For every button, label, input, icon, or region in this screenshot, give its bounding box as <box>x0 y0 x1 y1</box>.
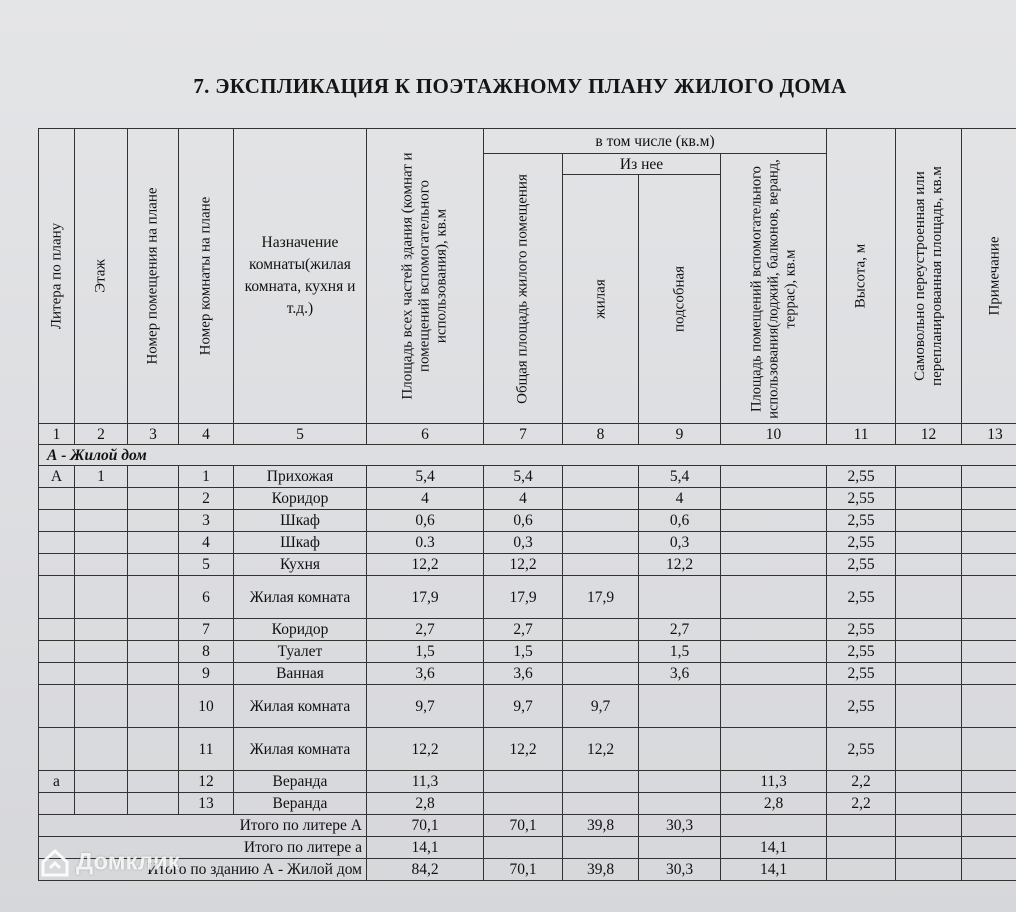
total-auxiliary-area: 14,1 <box>721 859 827 881</box>
cell-total-area: 4 <box>367 488 484 510</box>
cell-auxiliary-area: 11,3 <box>721 771 827 793</box>
cell-room-name: Кухня <box>234 554 367 576</box>
cell-note <box>962 532 1016 554</box>
header-utility: подсобная <box>639 175 721 424</box>
cell-living-area <box>563 793 639 815</box>
column-number-row <box>39 424 1016 445</box>
header-unauthorized-area: Самовольно переустроенная или перепланированная площадь, кв.м <box>896 129 962 424</box>
column-number-12: 12 <box>896 424 962 445</box>
section-row <box>39 445 1016 466</box>
cell-height: 2,2 <box>827 793 896 815</box>
cell-auxiliary-area: 2,8 <box>721 793 827 815</box>
cell-litera <box>39 488 75 510</box>
column-number-3: 3 <box>128 424 179 445</box>
cell-litera <box>39 619 75 641</box>
cell-general-area: 9,7 <box>484 685 563 728</box>
cell-general-area: 0,3 <box>484 532 563 554</box>
table-row <box>39 554 1016 576</box>
cell-floor <box>75 510 128 532</box>
cell-unauthorized <box>896 532 962 554</box>
cell-general-area: 12,2 <box>484 728 563 771</box>
table-row <box>39 793 1016 815</box>
cell-total-area: 0,6 <box>367 510 484 532</box>
cell-note <box>962 488 1016 510</box>
cell-height: 2,55 <box>827 685 896 728</box>
cell-height: 2,55 <box>827 466 896 488</box>
column-number-6: 6 <box>367 424 484 445</box>
cell-room-name: Веранда <box>234 793 367 815</box>
cell-room-number: 8 <box>179 641 234 663</box>
cell-note <box>962 510 1016 532</box>
cell-room-name: Шкаф <box>234 510 367 532</box>
cell-unauthorized <box>896 466 962 488</box>
cell-room-name: Туалет <box>234 641 367 663</box>
cell-room-name: Жилая комната <box>234 685 367 728</box>
cell-unauthorized <box>896 619 962 641</box>
cell-utility-area: 12,2 <box>639 554 721 576</box>
house-logo-icon <box>40 848 70 878</box>
header-room-purpose: Назначение комнаты(жилая комната, кухня и т.д.) <box>234 129 367 424</box>
cell-height: 2,55 <box>827 554 896 576</box>
cell-room-name: Веранда <box>234 771 367 793</box>
cell-premise <box>128 576 179 619</box>
total-row <box>39 815 1016 837</box>
cell-height: 2,55 <box>827 532 896 554</box>
total-area: 84,2 <box>367 859 484 881</box>
total-area: 14,1 <box>367 837 484 859</box>
cell-utility-area <box>639 771 721 793</box>
cell-height: 2,55 <box>827 488 896 510</box>
cell-note <box>962 641 1016 663</box>
cell-floor <box>75 619 128 641</box>
cell-auxiliary-area <box>721 466 827 488</box>
cell-floor <box>75 488 128 510</box>
cell-auxiliary-area <box>721 641 827 663</box>
cell-note <box>962 554 1016 576</box>
cell-floor <box>75 576 128 619</box>
cell-premise <box>128 554 179 576</box>
header-auxiliary-area: Площадь помещений вспомогательного использования(лоджий, балконов, веранд, террас), кв.м <box>721 154 827 424</box>
cell-unauthorized <box>896 771 962 793</box>
header-total-area: Площадь всех частей здания (комнат и помещений вспомогательного использования), кв.м <box>367 129 484 424</box>
cell-height: 2,55 <box>827 576 896 619</box>
cell-utility-area: 1,5 <box>639 641 721 663</box>
total-height <box>827 859 896 881</box>
column-number-1: 1 <box>39 424 75 445</box>
table-row <box>39 619 1016 641</box>
cell-auxiliary-area <box>721 488 827 510</box>
cell-floor <box>75 685 128 728</box>
cell-litera <box>39 663 75 685</box>
cell-height: 2,2 <box>827 771 896 793</box>
total-row <box>39 859 1016 881</box>
table-row <box>39 576 1016 619</box>
cell-room-number: 2 <box>179 488 234 510</box>
total-general-area: 70,1 <box>484 859 563 881</box>
cell-litera <box>39 793 75 815</box>
cell-utility-area: 0,3 <box>639 532 721 554</box>
total-general-area <box>484 837 563 859</box>
table-row <box>39 685 1016 728</box>
cell-unauthorized <box>896 728 962 771</box>
total-general-area: 70,1 <box>484 815 563 837</box>
column-number-4: 4 <box>179 424 234 445</box>
cell-litera: а <box>39 771 75 793</box>
cell-general-area: 1,5 <box>484 641 563 663</box>
cell-room-number: 13 <box>179 793 234 815</box>
cell-note <box>962 619 1016 641</box>
cell-auxiliary-area <box>721 685 827 728</box>
cell-total-area: 2,7 <box>367 619 484 641</box>
cell-general-area: 17,9 <box>484 576 563 619</box>
table-row <box>39 488 1016 510</box>
cell-general-area: 0,6 <box>484 510 563 532</box>
cell-living-area <box>563 532 639 554</box>
cell-floor <box>75 641 128 663</box>
cell-living-area <box>563 510 639 532</box>
cell-general-area: 5,4 <box>484 466 563 488</box>
cell-room-number: 7 <box>179 619 234 641</box>
cell-premise <box>128 510 179 532</box>
cell-living-area <box>563 466 639 488</box>
cell-note <box>962 466 1016 488</box>
table-row <box>39 663 1016 685</box>
cell-floor: 1 <box>75 466 128 488</box>
cell-floor <box>75 771 128 793</box>
cell-room-number: 4 <box>179 532 234 554</box>
cell-living-area <box>563 771 639 793</box>
cell-premise <box>128 641 179 663</box>
table-row <box>39 532 1016 554</box>
cell-height: 2,55 <box>827 641 896 663</box>
cell-room-number: 9 <box>179 663 234 685</box>
cell-auxiliary-area <box>721 554 827 576</box>
cell-living-area <box>563 554 639 576</box>
header-litera: Литера по плану <box>39 129 75 424</box>
total-utility-area: 30,3 <box>639 815 721 837</box>
cell-utility-area: 3,6 <box>639 663 721 685</box>
watermark: Домклик <box>40 848 180 878</box>
column-number-9: 9 <box>639 424 721 445</box>
total-auxiliary-area <box>721 815 827 837</box>
cell-living-area <box>563 619 639 641</box>
cell-height: 2,55 <box>827 510 896 532</box>
cell-premise <box>128 663 179 685</box>
column-number-2: 2 <box>75 424 128 445</box>
cell-floor <box>75 728 128 771</box>
cell-litera: А <box>39 466 75 488</box>
cell-room-number: 1 <box>179 466 234 488</box>
cell-room-number: 5 <box>179 554 234 576</box>
cell-living-area: 12,2 <box>563 728 639 771</box>
total-living-area <box>563 837 639 859</box>
cell-general-area: 2,7 <box>484 619 563 641</box>
cell-total-area: 0.3 <box>367 532 484 554</box>
total-row <box>39 837 1016 859</box>
cell-premise <box>128 793 179 815</box>
header-general-area: Общая площадь жилого помещения <box>484 154 563 424</box>
column-number-11: 11 <box>827 424 896 445</box>
cell-unauthorized <box>896 793 962 815</box>
total-living-area: 39,8 <box>563 815 639 837</box>
column-number-13: 13 <box>962 424 1016 445</box>
cell-note <box>962 728 1016 771</box>
table-row <box>39 641 1016 663</box>
total-unauthorized <box>896 837 962 859</box>
cell-total-area: 12,2 <box>367 728 484 771</box>
total-utility-area <box>639 837 721 859</box>
cell-litera <box>39 685 75 728</box>
cell-auxiliary-area <box>721 510 827 532</box>
cell-general-area <box>484 793 563 815</box>
cell-total-area: 5,4 <box>367 466 484 488</box>
table-row <box>39 466 1016 488</box>
table-row <box>39 510 1016 532</box>
cell-general-area: 3,6 <box>484 663 563 685</box>
cell-floor <box>75 532 128 554</box>
cell-auxiliary-area <box>721 576 827 619</box>
cell-total-area: 2,8 <box>367 793 484 815</box>
cell-room-name: Коридор <box>234 488 367 510</box>
total-unauthorized <box>896 859 962 881</box>
header-note: Примечание <box>962 129 1016 424</box>
header-subgroup: Из нее <box>563 154 721 175</box>
table-row <box>39 771 1016 793</box>
cell-general-area <box>484 771 563 793</box>
cell-note <box>962 663 1016 685</box>
cell-total-area: 11,3 <box>367 771 484 793</box>
cell-litera <box>39 641 75 663</box>
table-row <box>39 728 1016 771</box>
cell-utility-area: 0,6 <box>639 510 721 532</box>
explication-table <box>38 128 1016 881</box>
total-note <box>962 859 1016 881</box>
cell-height: 2,55 <box>827 619 896 641</box>
header-floor: Этаж <box>75 129 128 424</box>
cell-litera <box>39 510 75 532</box>
cell-total-area: 17,9 <box>367 576 484 619</box>
cell-unauthorized <box>896 641 962 663</box>
cell-living-area: 17,9 <box>563 576 639 619</box>
cell-total-area: 9,7 <box>367 685 484 728</box>
header-premise-number: Номер помещения на плане <box>128 129 179 424</box>
cell-utility-area <box>639 576 721 619</box>
cell-room-number: 3 <box>179 510 234 532</box>
cell-room-number: 12 <box>179 771 234 793</box>
column-number-10: 10 <box>721 424 827 445</box>
cell-litera <box>39 576 75 619</box>
cell-room-name: Коридор <box>234 619 367 641</box>
header-group: в том числе (кв.м) <box>484 129 827 154</box>
cell-floor <box>75 554 128 576</box>
cell-note <box>962 685 1016 728</box>
header-height: Высота, м <box>827 129 896 424</box>
total-unauthorized <box>896 815 962 837</box>
cell-total-area: 1,5 <box>367 641 484 663</box>
section-title: А - Жилой дом <box>39 445 1016 466</box>
cell-room-name: Ванная <box>234 663 367 685</box>
cell-unauthorized <box>896 488 962 510</box>
cell-living-area: 9,7 <box>563 685 639 728</box>
cell-room-name: Жилая комната <box>234 576 367 619</box>
cell-premise <box>128 771 179 793</box>
cell-litera <box>39 728 75 771</box>
cell-litera <box>39 532 75 554</box>
cell-note <box>962 576 1016 619</box>
cell-litera <box>39 554 75 576</box>
cell-height: 2,55 <box>827 728 896 771</box>
cell-unauthorized <box>896 685 962 728</box>
total-label: Итого по зданию А - Жилой дом <box>39 859 367 881</box>
cell-auxiliary-area <box>721 619 827 641</box>
cell-utility-area <box>639 728 721 771</box>
cell-floor <box>75 663 128 685</box>
column-number-8: 8 <box>563 424 639 445</box>
cell-general-area: 12,2 <box>484 554 563 576</box>
cell-premise <box>128 488 179 510</box>
cell-room-name: Жилая комната <box>234 728 367 771</box>
total-note <box>962 815 1016 837</box>
cell-utility-area: 2,7 <box>639 619 721 641</box>
cell-utility-area <box>639 685 721 728</box>
cell-floor <box>75 793 128 815</box>
header-room-number: Номер комнаты на плане <box>179 129 234 424</box>
total-note <box>962 837 1016 859</box>
cell-height: 2,55 <box>827 663 896 685</box>
cell-premise <box>128 728 179 771</box>
cell-utility-area <box>639 793 721 815</box>
column-number-5: 5 <box>234 424 367 445</box>
cell-auxiliary-area <box>721 532 827 554</box>
total-label: Итого по литере а <box>39 837 367 859</box>
cell-note <box>962 793 1016 815</box>
cell-auxiliary-area <box>721 663 827 685</box>
cell-premise <box>128 619 179 641</box>
cell-premise <box>128 685 179 728</box>
cell-room-name: Прихожая <box>234 466 367 488</box>
cell-general-area: 4 <box>484 488 563 510</box>
cell-premise <box>128 466 179 488</box>
cell-living-area <box>563 488 639 510</box>
column-number-7: 7 <box>484 424 563 445</box>
total-height <box>827 815 896 837</box>
cell-room-number: 11 <box>179 728 234 771</box>
cell-total-area: 3,6 <box>367 663 484 685</box>
cell-auxiliary-area <box>721 728 827 771</box>
total-living-area: 39,8 <box>563 859 639 881</box>
cell-unauthorized <box>896 576 962 619</box>
total-auxiliary-area: 14,1 <box>721 837 827 859</box>
cell-unauthorized <box>896 554 962 576</box>
cell-note <box>962 771 1016 793</box>
total-height <box>827 837 896 859</box>
cell-premise <box>128 532 179 554</box>
cell-room-number: 10 <box>179 685 234 728</box>
cell-unauthorized <box>896 510 962 532</box>
cell-room-name: Шкаф <box>234 532 367 554</box>
page-title: 7. ЭКСПЛИКАЦИЯ К ПОЭТАЖНОМУ ПЛАНУ ЖИЛОГО ДОМА <box>193 74 847 98</box>
cell-total-area: 12,2 <box>367 554 484 576</box>
cell-living-area <box>563 663 639 685</box>
total-utility-area: 30,3 <box>639 859 721 881</box>
cell-utility-area: 4 <box>639 488 721 510</box>
header-living: жилая <box>563 175 639 424</box>
cell-living-area <box>563 641 639 663</box>
cell-utility-area: 5,4 <box>639 466 721 488</box>
cell-room-number: 6 <box>179 576 234 619</box>
cell-unauthorized <box>896 663 962 685</box>
total-area: 70,1 <box>367 815 484 837</box>
total-label: Итого по литере А <box>39 815 367 837</box>
